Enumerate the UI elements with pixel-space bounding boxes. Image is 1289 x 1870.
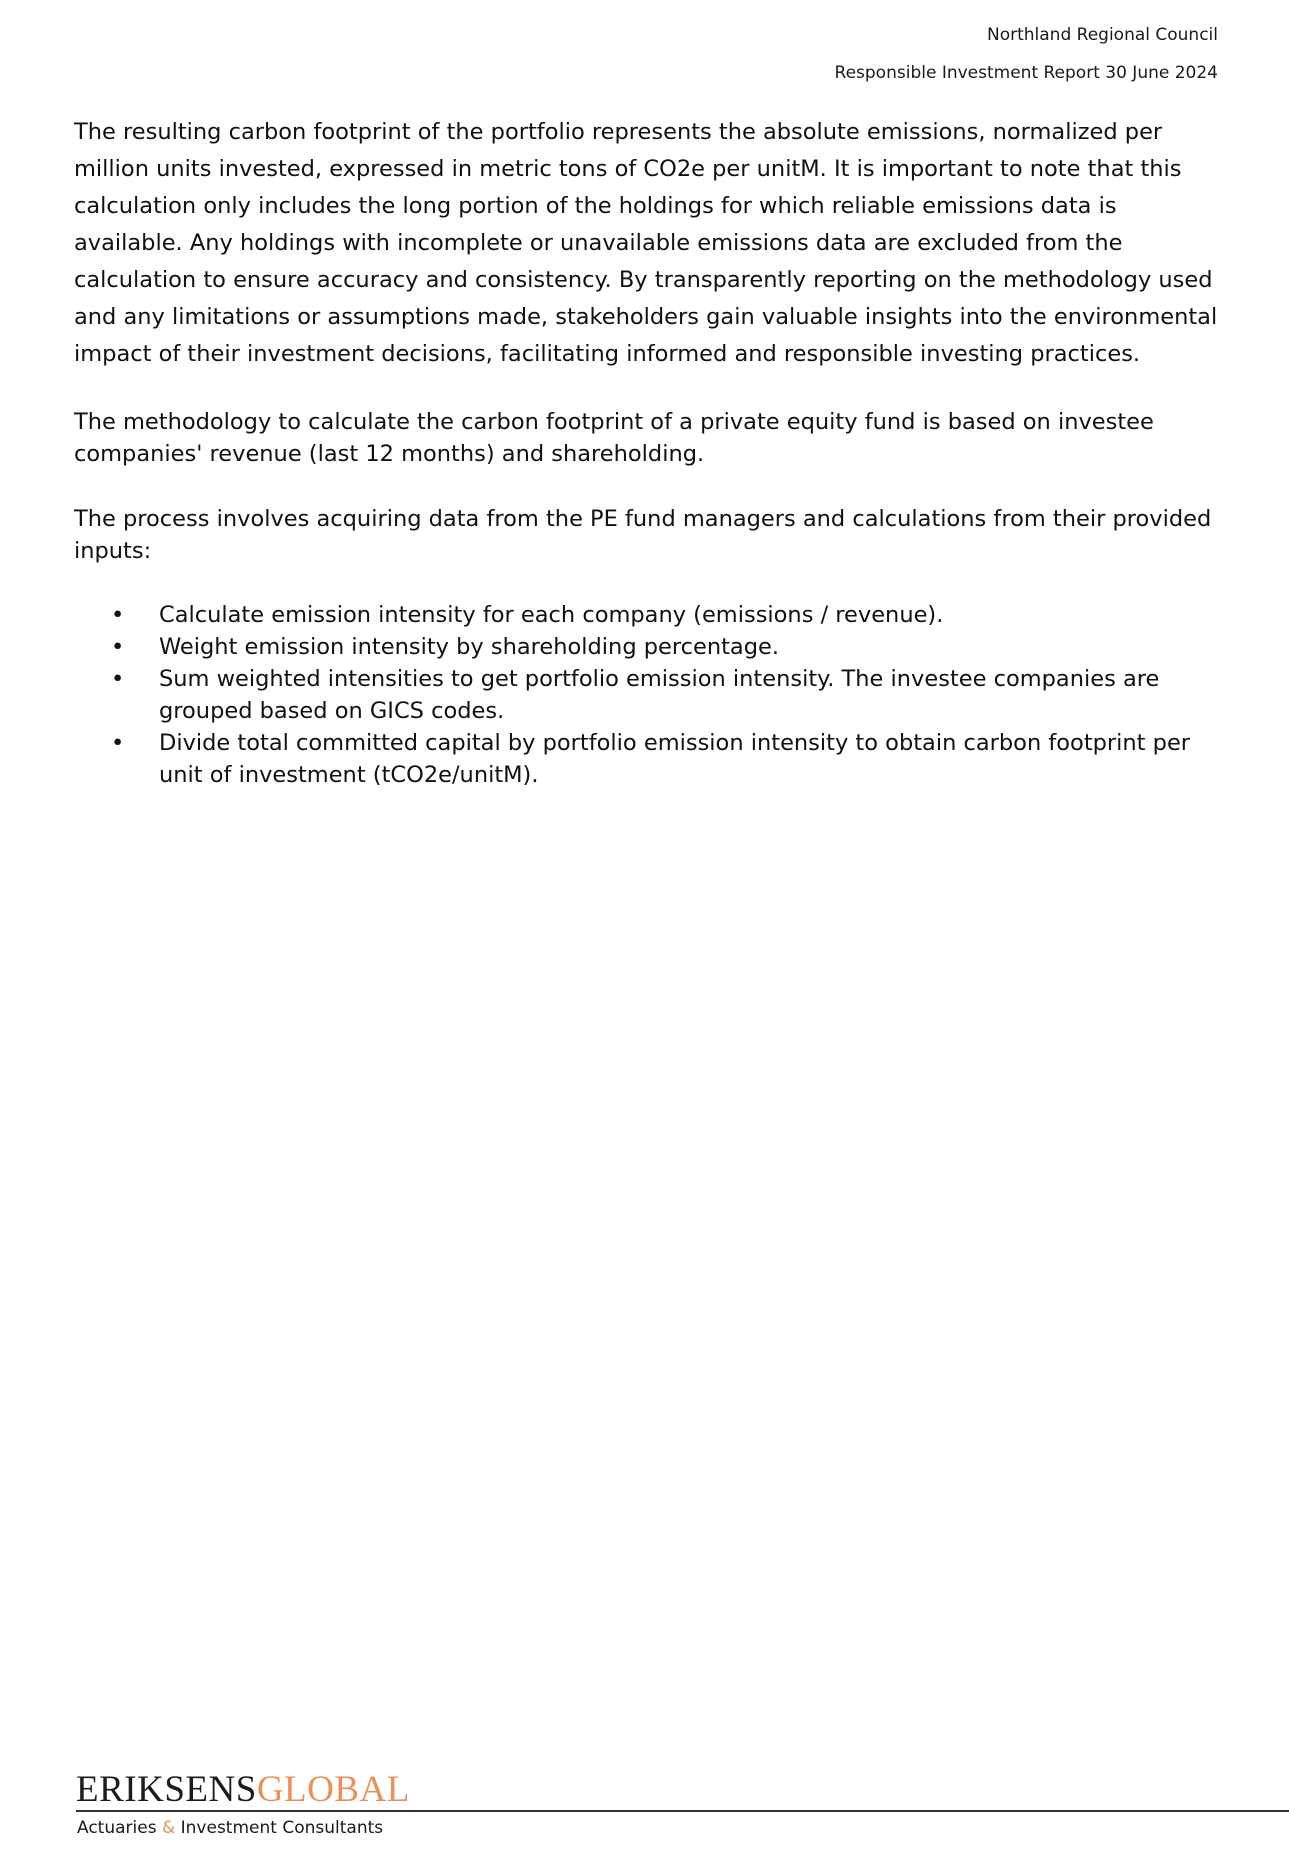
footer-tagline <box>77 1816 383 1840</box>
paragraph-methodology: The methodology to calculate the carbon footprint of a private equity fund is based on investee companies' revenue (last 12 months) and shareholding. <box>74 409 1154 467</box>
tagline-text-end: Investment Consultants <box>175 1818 384 1838</box>
header-organization: Northland Regional Council <box>986 25 1218 45</box>
paragraph-carbon-footprint: The resulting carbon footprint of the portfolio represents the absolute emissions, normalized per million units invested, expressed in metric tons of CO2e per unitM. It is important to note that this calculation only includes the long portion of the holdings for which reliable emissions data is available. Any holdings with incomplete or unavailable emissions data are excluded from the calculation to ensure accuracy and consistency. By transparently reporting on the methodology used and any limitations or assumptions made, stakeholders gain valuable insights into the environmental impact of their investment decisions, facilitating informed and responsible investing practices. <box>74 119 1218 367</box>
list-item-text: Divide total committed capital by portfolio emission intensity to obtain carbon footprint per unit of investment (tCO2e/unitM). <box>159 730 1191 788</box>
list-item <box>74 663 1224 727</box>
header-report-title: Responsible Investment Report 30 June 2024 <box>834 63 1218 83</box>
bullet-icon: • <box>111 602 125 628</box>
paragraph-process: The process involves acquiring data from the PE fund managers and calculations from their provided inputs: <box>74 506 1212 564</box>
logo-text-accent: GLOBAL <box>256 1769 410 1810</box>
bullet-icon: • <box>111 666 125 692</box>
bullet-icon: • <box>111 730 125 756</box>
tagline-text-start: Actuaries <box>77 1818 162 1838</box>
list-item-text: Calculate emission intensity for each company (emissions / revenue). <box>159 602 944 628</box>
footer-divider <box>76 1810 1289 1812</box>
list-item <box>74 599 1224 631</box>
list-item <box>74 727 1224 791</box>
list-item-text: Weight emission intensity by shareholding percentage. <box>159 634 779 660</box>
tagline-ampersand: & <box>161 1818 176 1838</box>
process-steps-list <box>74 599 1224 791</box>
main-content <box>74 114 1224 791</box>
eriksens-global-logo <box>76 1770 410 1810</box>
list-item <box>74 631 1224 663</box>
page-header <box>835 16 1218 92</box>
list-item-text: Sum weighted intensities to get portfolio emission intensity. The investee companies are grouped based on GICS codes. <box>159 666 1160 724</box>
logo-text-primary: ERIKSENS <box>76 1769 257 1810</box>
bullet-icon: • <box>111 634 125 660</box>
